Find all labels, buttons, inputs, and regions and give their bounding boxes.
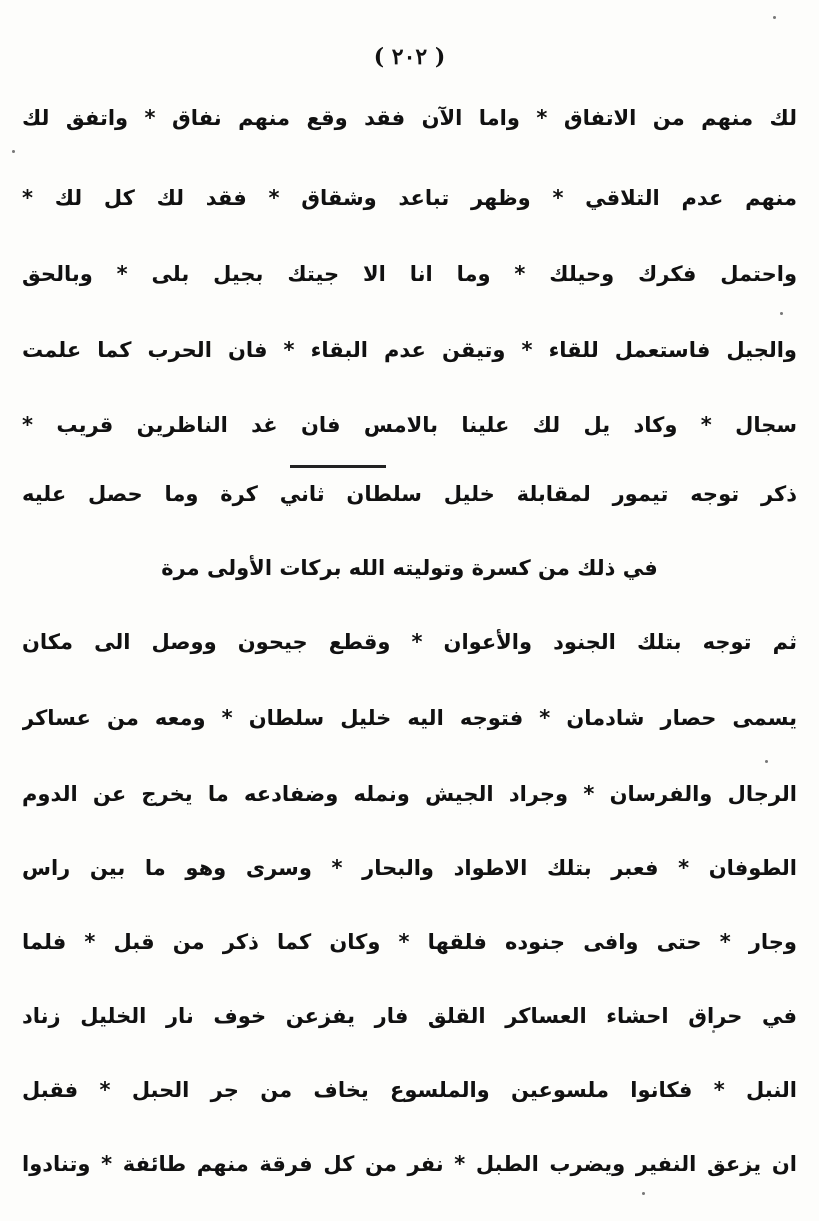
heading-rule xyxy=(290,465,386,468)
text-line: يسمى حصار شادمان * فتوجه اليه خليل سلطان * ومعه من عساكر xyxy=(22,706,797,730)
text-line: ان يزعق النفير ويضرب الطبل * نفر من كل فرقة منهم طائفة * وتنادوا xyxy=(22,1152,797,1176)
section-heading: ذكر توجه تيمور لمقابلة خليل سلطان ثاني كرة وما حصل عليه xyxy=(22,482,797,506)
text-line: الرجال والفرسان * وجراد الجيش ونمله وضفادعه ما يخرج عن الدوم xyxy=(22,782,797,806)
section-heading: في ذلك من كسرة وتوليته الله بركات الأولى مرة xyxy=(161,556,658,580)
text-line: واحتمل فكرك وحيلك * وما انا الا جيتك بجيل بلى * وبالحق xyxy=(22,262,797,286)
text-line: الطوفان * فعبر بتلك الاطواد والبحار * وسرى وهو ما بين راس xyxy=(22,856,797,880)
paper-speck xyxy=(765,760,768,763)
paper-speck xyxy=(773,16,776,19)
text-line: سجال * وكاد يل لك علينا بالامس فان غد الناظرين قريب * xyxy=(22,413,797,437)
paper-speck xyxy=(642,1192,645,1195)
paper-speck xyxy=(712,1030,715,1033)
text-line: النبل * فكانوا ملسوعين والملسوع يخاف من جر الحبل * فقبل xyxy=(22,1078,797,1102)
text-line: لك منهم من الاتفاق * واما الآن فقد وقع منهم نفاق * واتفق لك xyxy=(22,106,797,130)
paper-speck xyxy=(780,312,783,315)
paper-speck xyxy=(12,150,15,153)
text-line: وجار * حتى وافى جنوده فلقها * وكان كما ذكر من قبل * فلما xyxy=(22,930,797,954)
text-line: منهم عدم التلاقي * وظهر تباعد وشقاق * فقد لك كل لك * xyxy=(22,186,797,210)
text-line: ثم توجه بتلك الجنود والأعوان * وقطع جيحون ووصل الى مكان xyxy=(22,630,797,654)
page-number: ( ٢٠٢ ) xyxy=(373,44,446,70)
text-line: في حراق احشاء العساكر القلق فار يفزعن خوف نار الخليل زناد xyxy=(22,1004,797,1028)
text-line: والجيل فاستعمل للقاء * وتيقن عدم البقاء * فان الحرب كما علمت xyxy=(22,338,797,362)
